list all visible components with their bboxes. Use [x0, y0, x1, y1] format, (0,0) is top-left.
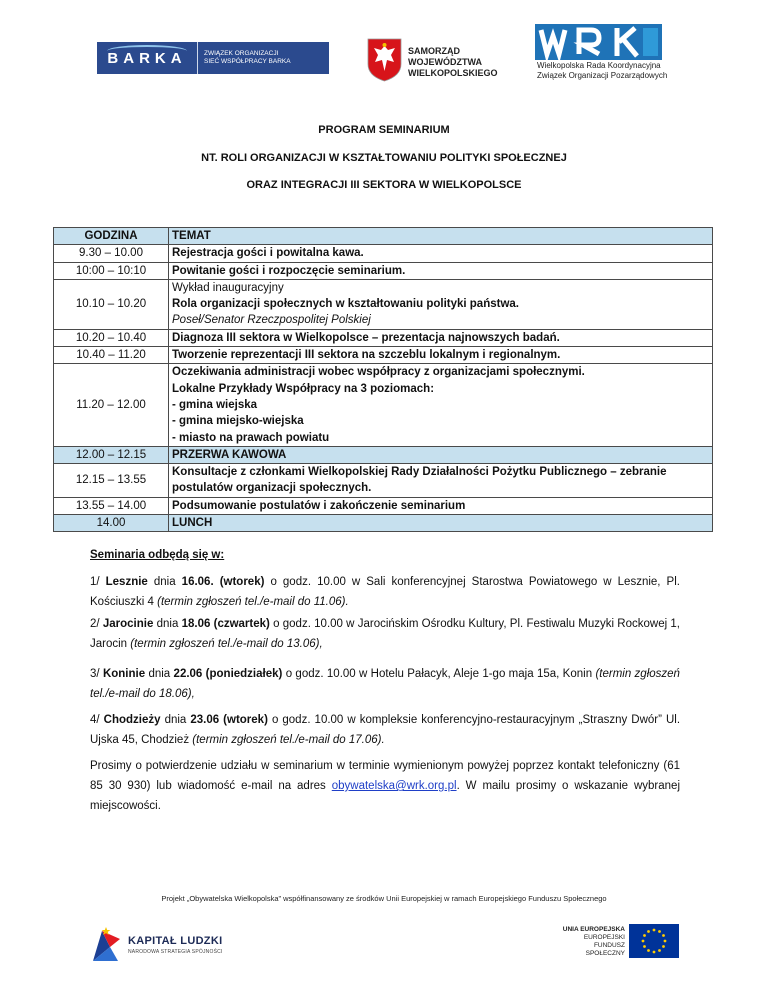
table-row — [54, 364, 713, 446]
table-row — [54, 245, 713, 262]
kapital-ludzki-logo: KAPITAŁ LUDZKI NARODOWA STRATEGIA SPÓJNOŚCI — [90, 925, 250, 965]
email-link[interactable]: obywatelska@wrk.org.pl — [331, 780, 457, 792]
title-line-2: NT. ROLI ORGANIZACJI W KSZTAŁTOWANIU POLITYKI SPOŁECZNEJ — [201, 152, 567, 164]
eagle-shield-icon — [367, 38, 402, 82]
row-topic — [169, 279, 713, 329]
seminar-item-2: 2/ Jarocinie dnia 18.06 (czwartek) o godz. 10.00 w Jarocińskim Ośrodku Kultury, Pl. Festiwalu Muzyki Rockowej 1, Jarocin (termin zgłoszeń tel./e-mail do 13.06), — [90, 618, 680, 650]
row-topic: LUNCH — [169, 515, 713, 532]
topic-main: Rola organizacji społecznych w kształtowaniu polityki państwa. — [172, 298, 519, 311]
table-row — [54, 329, 713, 346]
eu-logo — [560, 924, 680, 958]
row-topic: Podsumowanie postulatów i zakończenie seminarium — [169, 497, 713, 514]
topic-line: postulatów organizacji społecznych. — [172, 482, 372, 495]
row-time: 14.00 — [54, 515, 169, 532]
samorzad-name: SAMORZĄD WOJEWÓDZTWA WIELKOPOLSKIEGO — [408, 46, 498, 78]
table-row — [54, 279, 713, 329]
barka-wordmark: BARKA — [97, 42, 197, 74]
row-topic: Rejestracja gości i powitalna kawa. — [169, 245, 713, 262]
seminar-item-3: 3/ Koninie dnia 22.06 (poniedziałek) o godz. 10.00 w Hotelu Pałacyk, Aleje 1-go maja 15a, Konin (termin zgłoszeń tel./e-mail do 18.06), — [90, 668, 680, 700]
row-topic: PRZERWA KAWOWA — [169, 446, 713, 463]
program-table — [53, 227, 713, 532]
row-time: 13.55 – 14.00 — [54, 497, 169, 514]
row-time: 10:00 – 10:10 — [54, 262, 169, 279]
eu-flag-icon — [629, 924, 679, 958]
eu-text: UNIA EUROPEJSKA EUROPEJSKI FUNDUSZ SPOŁECZNY — [562, 926, 625, 957]
row-time: 12.15 – 13.55 — [54, 464, 169, 498]
row-time: 11.20 – 12.00 — [54, 364, 169, 446]
seminar-item-1: 1/ Lesznie dnia 16.06. (wtorek) o godz. 10.00 w Sali konferencyjnej Starostwa Powiatowego w Lesznie, Pl. Kościuszki 4 (termin zgłoszeń tel./e-mail do 11.06). — [90, 576, 680, 608]
table-row — [54, 347, 713, 364]
table-row — [54, 446, 713, 463]
topic-pre: Wykład inauguracyjny — [172, 281, 284, 294]
topic-line: - miasto na prawach powiatu — [172, 431, 330, 444]
topic-line: Lokalne Przykłady Współpracy na 3 poziomach: — [172, 382, 435, 395]
row-time: 10.10 – 10.20 — [54, 279, 169, 329]
barka-logo — [97, 42, 329, 74]
topic-line: - gmina wiejska — [172, 398, 258, 411]
kapital-ludzki-icon — [90, 925, 124, 965]
wrk-name: Wielkopolska Rada Koordynacyjna Związek Organizacji Pozarządowych — [537, 61, 668, 80]
title-line-3: ORAZ INTEGRACJI III SEKTORA W WIELKOPOLSCE — [246, 179, 522, 191]
table-row — [54, 262, 713, 279]
row-topic: Diagnoza III sektora w Wielkopolsce – prezentacja najnowszych badań. — [169, 329, 713, 346]
row-topic — [169, 464, 713, 498]
row-topic: Powitanie gości i rozpoczęcie seminarium. — [169, 262, 713, 279]
project-note: Projekt „Obywatelska Wielkopolska” współfinansowany ze środków Unii Europejskiej w ramach Europejskiego Funduszu Społecznego — [161, 894, 607, 903]
row-time: 10.40 – 11.20 — [54, 347, 169, 364]
title-line-1: PROGRAM SEMINARIUM — [318, 124, 450, 136]
topic-line: Oczekiwania administracji wobec współpracy z organizacjami społecznymi. — [172, 366, 585, 379]
row-time: 12.00 – 12.15 — [54, 446, 169, 463]
row-time: 10.20 – 10.40 — [54, 329, 169, 346]
seminar-item-4: 4/ Chodzieży dnia 23.06 (wtorek) o godz. 10.00 w kompleksie konferencyjno-restauracyjnym „Straszny Dwór” Ul. Ujska 45, Chodzież (termin zgłoszeń tel./e-mail do 17.06). — [90, 714, 681, 746]
registration-request: Prosimy o potwierdzenie udziału w seminarium w terminie wymienionym powyżej poprzez kontakt telefoniczny (61 85 30 930) lub wiadomość e-mail na adres obywatelska@wrk.org.pl. W mailu prosimy o wskazanie wybranej miejscowości. — [90, 760, 681, 812]
wrk-mark-icon — [535, 24, 662, 60]
header-topic: TEMAT — [169, 228, 713, 245]
barka-arc-icon — [107, 45, 187, 57]
samorzad-logo — [367, 38, 517, 82]
seminars-heading: Seminaria odbędą się w: — [90, 549, 225, 561]
row-topic — [169, 364, 713, 446]
table-row — [54, 497, 713, 514]
header-time: GODZINA — [54, 228, 169, 245]
table-row — [54, 464, 713, 498]
topic-speaker: Poseł/Senator Rzeczpospolitej Polskiej — [172, 314, 371, 327]
topic-line: - gmina miejsko-wiejska — [172, 415, 304, 428]
row-time: 9.30 – 10.00 — [54, 245, 169, 262]
topic-line: Konsultacje z członkami Wielkopolskiej Rady Działalności Pożytku Publicznego – zebranie — [172, 466, 667, 479]
wrk-logo — [535, 24, 675, 86]
table-header-row — [54, 228, 713, 245]
row-topic: Tworzenie reprezentacji III sektora na szczeblu lokalnym i regionalnym. — [169, 347, 713, 364]
table-row — [54, 515, 713, 532]
barka-subtitle: ZWIĄZEK ORGANIZACJI SIEĆ WSPÓŁPRACY BARKA — [197, 42, 329, 74]
